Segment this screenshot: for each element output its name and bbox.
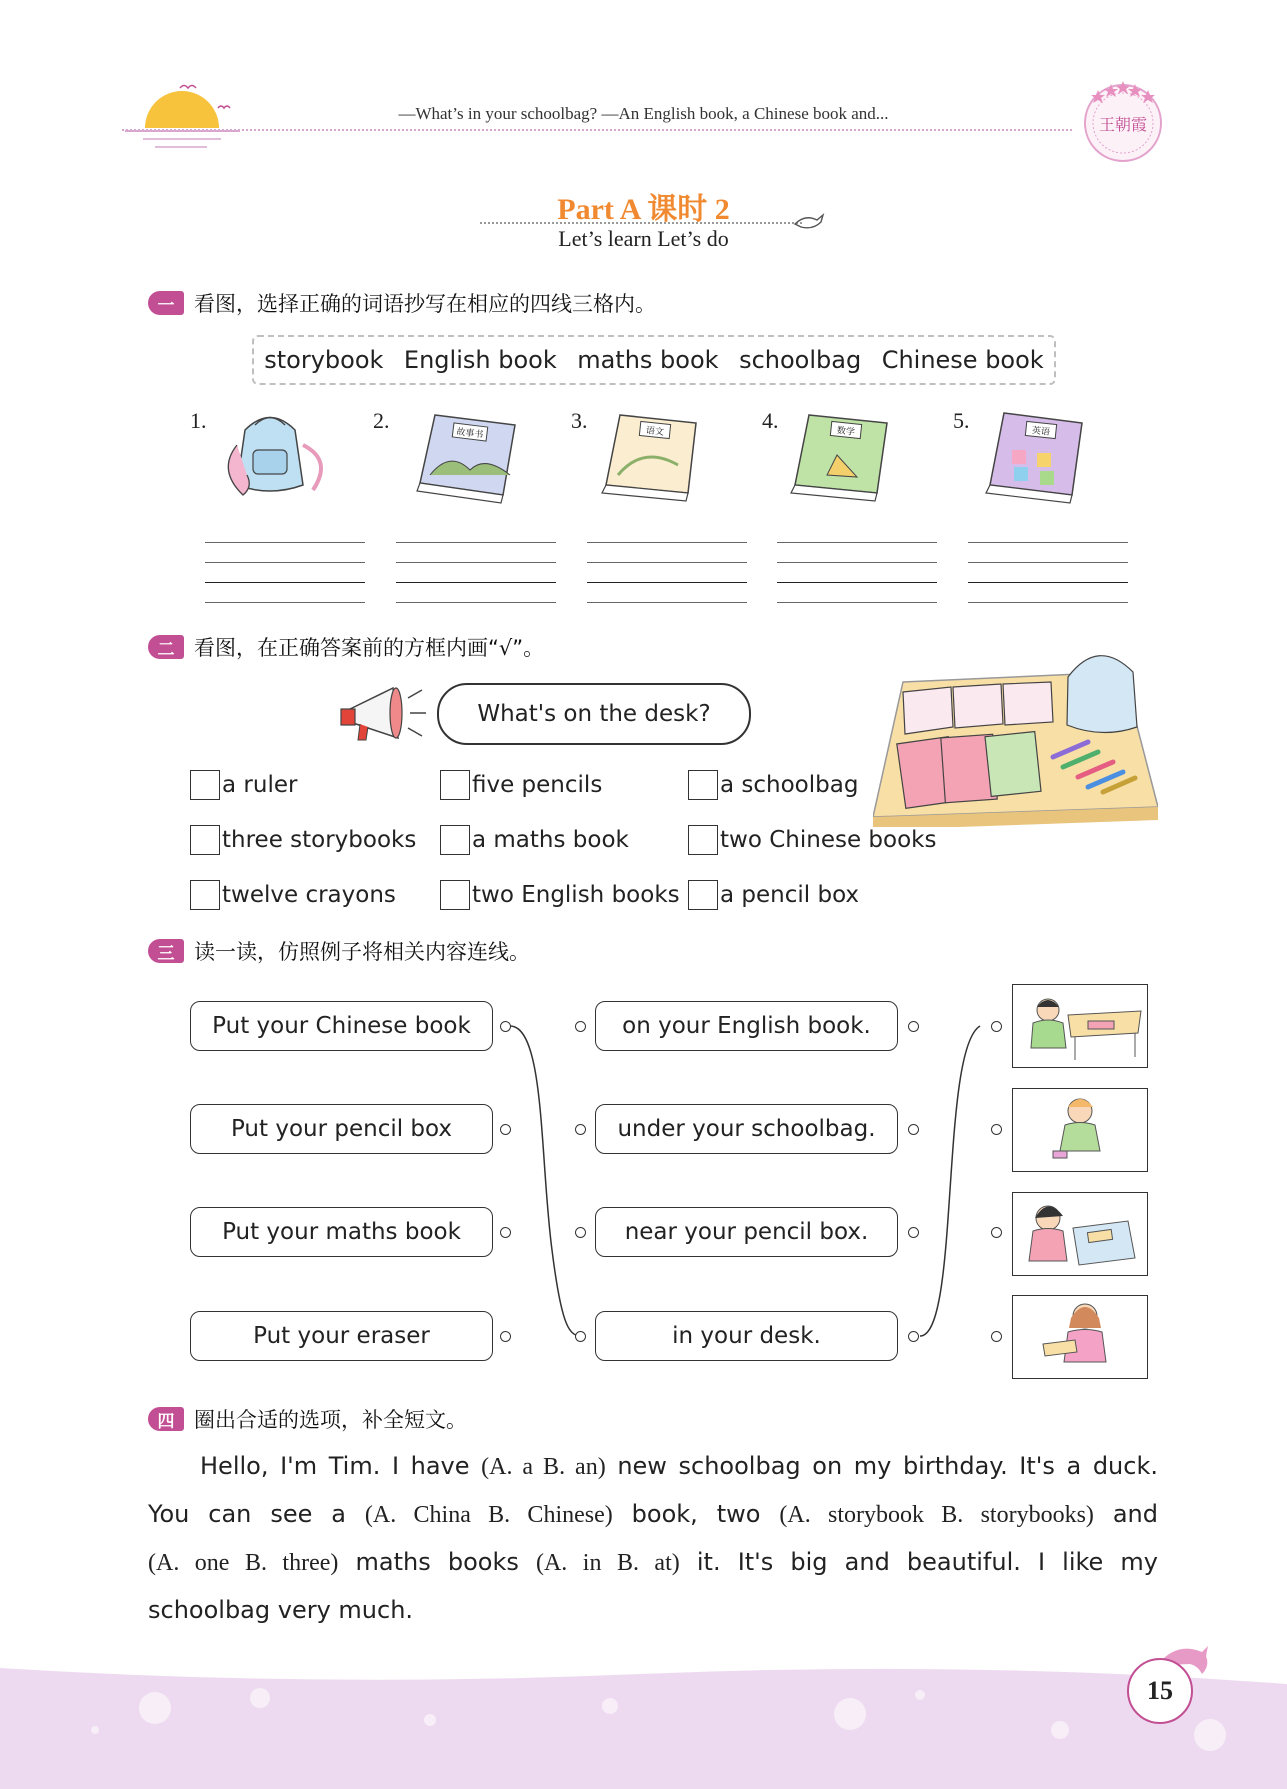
option-label: a maths book: [472, 827, 629, 853]
match-dot[interactable]: [575, 1331, 586, 1342]
passage-line-2: [148, 1490, 1158, 1539]
section1-title: 看图，选择正确的词语抄写在相应的四线三格内。: [194, 292, 656, 316]
maths-book-picture: [787, 405, 897, 510]
boy-at-desk-picture: [1013, 985, 1146, 1066]
match-dot[interactable]: [575, 1021, 586, 1032]
section3-heading: [148, 936, 530, 966]
match-dot[interactable]: [500, 1021, 511, 1032]
girl-with-eraser-picture: [1013, 1089, 1146, 1170]
item-number: 1.: [190, 408, 207, 433]
match-dot[interactable]: [908, 1331, 919, 1342]
book-label: 数学: [836, 426, 856, 438]
checkbox[interactable]: [688, 880, 718, 910]
option-two-english-books[interactable]: [440, 880, 680, 910]
option-a-pencil-box[interactable]: [688, 880, 859, 910]
storybook-picture: [415, 405, 525, 510]
passage-text: new schoolbag on my birthday. It's a duck.: [617, 1452, 1158, 1480]
writing-lines[interactable]: [968, 542, 1128, 622]
book-label: 故事书: [455, 427, 484, 441]
section4-badge: 四: [148, 1407, 184, 1431]
match-picture-floor[interactable]: [1012, 1088, 1148, 1172]
option-label: twelve crayons: [222, 882, 396, 908]
match-dot[interactable]: [991, 1124, 1002, 1135]
choice-option[interactable]: (A. storybook B. storybooks): [779, 1502, 1094, 1528]
section4-title: 圈出合适的选项，补全短文。: [194, 1408, 467, 1432]
header-rule: [122, 129, 1072, 131]
schoolbag-picture: [215, 405, 340, 505]
match-picture-bag[interactable]: [1012, 1192, 1148, 1276]
girl-with-book-picture: [1013, 1296, 1146, 1377]
page-title: Part A 课时 2: [557, 193, 730, 226]
option-a-maths-book[interactable]: [440, 825, 629, 855]
choice-option[interactable]: (A. a B. an): [481, 1454, 606, 1480]
question-bubble: What's on the desk?: [437, 683, 751, 745]
word-bank-item: English book: [403, 346, 557, 374]
writing-lines[interactable]: [396, 542, 556, 622]
section2-title: 看图，在正确答案前的方框内画“√”。: [194, 636, 545, 660]
match-left-item[interactable]: Put your Chinese book: [190, 1001, 493, 1051]
passage-text: book, two: [631, 1500, 761, 1528]
match-middle-item[interactable]: in your desk.: [595, 1311, 898, 1361]
footer-background: [0, 1650, 1287, 1789]
word-bank: [252, 335, 1056, 385]
checkbox[interactable]: [688, 825, 718, 855]
title-rule: [480, 222, 802, 224]
section4-heading: [148, 1404, 467, 1434]
item-number: 2.: [373, 408, 390, 433]
item-number: 5.: [953, 408, 970, 433]
section2-badge: 二: [148, 635, 184, 659]
writing-lines[interactable]: [777, 542, 937, 622]
match-dot[interactable]: [991, 1021, 1002, 1032]
option-a-ruler[interactable]: [190, 770, 297, 800]
word-bank-item: maths book: [577, 346, 719, 374]
passage-text: maths books: [355, 1548, 519, 1576]
option-label: two Chinese books: [720, 827, 937, 853]
option-five-pencils[interactable]: [440, 770, 602, 800]
passage-text: it. It's big and beautiful. I like my: [696, 1548, 1159, 1576]
match-dot[interactable]: [991, 1331, 1002, 1342]
chinese-book-picture: [598, 405, 708, 510]
match-dot[interactable]: [908, 1124, 919, 1135]
match-dot[interactable]: [575, 1227, 586, 1238]
book-label: 语文: [645, 426, 665, 438]
option-label: a ruler: [222, 772, 298, 798]
checkbox[interactable]: [190, 770, 220, 800]
example-connection-lines: [500, 1010, 1010, 1350]
page-number: 15: [1127, 1658, 1193, 1724]
passage-line-3: [148, 1538, 1158, 1587]
match-picture-table[interactable]: [1012, 1295, 1148, 1379]
choice-option[interactable]: (A. one B. three): [148, 1550, 339, 1576]
choice-option[interactable]: (A. in B. at): [535, 1550, 680, 1576]
option-twelve-crayons[interactable]: [190, 880, 396, 910]
option-label: a schoolbag: [720, 772, 859, 798]
match-left-item[interactable]: Put your maths book: [190, 1207, 493, 1257]
word-bank-item: Chinese book: [881, 346, 1044, 374]
checkbox[interactable]: [190, 880, 220, 910]
match-dot[interactable]: [575, 1124, 586, 1135]
checkbox[interactable]: [688, 770, 718, 800]
logo-text: 王朝霞: [1098, 115, 1147, 134]
section1-badge: 一: [148, 291, 184, 315]
option-label: three storybooks: [222, 827, 417, 853]
match-left-item[interactable]: Put your pencil box: [190, 1104, 493, 1154]
book-label: 英语: [1031, 426, 1051, 438]
section1-heading: [148, 288, 656, 318]
passage-text: and: [1112, 1500, 1158, 1528]
choice-option[interactable]: (A. China B. Chinese): [364, 1502, 613, 1528]
checkbox[interactable]: [190, 825, 220, 855]
megaphone-icon: [338, 680, 433, 750]
checkbox[interactable]: [440, 825, 470, 855]
option-two-chinese-books[interactable]: [688, 825, 936, 855]
option-label: five pencils: [472, 772, 603, 798]
match-middle-item[interactable]: near your pencil box.: [595, 1207, 898, 1257]
match-picture-desk[interactable]: [1012, 984, 1148, 1068]
match-dot[interactable]: [991, 1227, 1002, 1238]
option-a-schoolbag[interactable]: [688, 770, 858, 800]
writing-lines[interactable]: [205, 542, 365, 622]
running-header: —What’s in your schoolbag? —An English book, a Chinese book and...: [398, 104, 889, 123]
section3-badge: 三: [148, 939, 184, 963]
match-dot[interactable]: [500, 1124, 511, 1135]
option-label: a pencil box: [720, 882, 860, 908]
word-bank-item: storybook: [264, 346, 384, 374]
section3-title: 读一读，仿照例子将相关内容连线。: [194, 940, 530, 964]
match-dot[interactable]: [500, 1227, 511, 1238]
checkbox[interactable]: [440, 880, 470, 910]
match-left-item[interactable]: Put your eraser: [190, 1311, 493, 1361]
match-middle-item[interactable]: on your English book.: [595, 1001, 898, 1051]
item-number: 4.: [762, 408, 779, 433]
match-dot[interactable]: [500, 1331, 511, 1342]
desk-scene-picture: [873, 632, 1158, 827]
passage-line-1: [200, 1442, 1158, 1491]
passage-text: Hello, I'm Tim. I have: [200, 1452, 470, 1480]
section2-heading: [148, 632, 544, 662]
match-dot[interactable]: [908, 1021, 919, 1032]
writing-lines[interactable]: [587, 542, 747, 622]
passage-text: You can see a: [148, 1500, 346, 1528]
page-subtitle: Let’s learn Let’s do: [558, 226, 729, 251]
girl-with-schoolbag-picture: [1013, 1193, 1146, 1274]
item-number: 3.: [571, 408, 588, 433]
option-three-storybooks[interactable]: [190, 825, 416, 855]
match-dot[interactable]: [908, 1227, 919, 1238]
option-label: two English books: [472, 882, 680, 908]
match-middle-item[interactable]: under your schoolbag.: [595, 1104, 898, 1154]
word-bank-item: schoolbag: [739, 346, 862, 374]
english-book-picture: [982, 405, 1092, 510]
passage-line-4: schoolbag very much.: [148, 1596, 414, 1624]
checkbox[interactable]: [440, 770, 470, 800]
